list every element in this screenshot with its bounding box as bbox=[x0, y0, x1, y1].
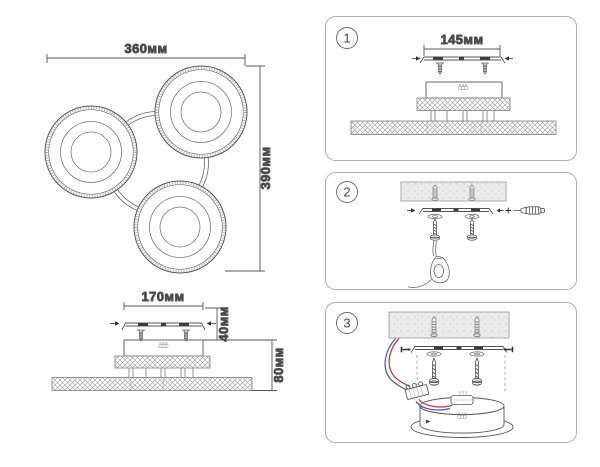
step-2-number: 2 bbox=[343, 184, 351, 200]
side-view-width-label: 170мм bbox=[141, 289, 185, 304]
crystal-band-lower bbox=[52, 378, 252, 391]
step-3-panel bbox=[326, 303, 577, 443]
lamp-ring-left bbox=[45, 106, 137, 198]
terminal-block-icon bbox=[159, 343, 168, 348]
dimension-mount-height-40 bbox=[203, 306, 277, 341]
top-view-height-label: 390мм bbox=[258, 146, 273, 190]
mounting-bracket bbox=[122, 323, 205, 330]
crystal-band-lower bbox=[351, 121, 556, 135]
top-view-diagram bbox=[45, 41, 273, 273]
side-arrow-right-icon bbox=[207, 321, 217, 326]
dimension-body-height-80 bbox=[252, 340, 286, 391]
step-1-panel bbox=[326, 17, 577, 161]
bracket-slots bbox=[138, 323, 189, 326]
lamp-ring-top-right bbox=[155, 66, 247, 158]
screw-icon bbox=[137, 330, 145, 341]
crystal-band-upper bbox=[115, 356, 210, 368]
side-view-diagram bbox=[52, 289, 286, 391]
connecting-rods bbox=[129, 368, 193, 378]
step-1-number: 1 bbox=[343, 30, 351, 46]
step-2-panel bbox=[326, 173, 577, 290]
screw-icon bbox=[182, 330, 190, 341]
ceiling-slab bbox=[401, 182, 506, 201]
step-3-number: 3 bbox=[343, 315, 351, 331]
ceiling-slab bbox=[389, 312, 509, 338]
dimension-width-360 bbox=[47, 41, 245, 66]
dimension-width-170 bbox=[124, 289, 203, 310]
side-view-body-height-label: 80мм bbox=[271, 347, 286, 383]
crystal-band-upper bbox=[417, 98, 510, 111]
step-1-bracket-width-label: 145мм bbox=[440, 32, 484, 47]
side-arrow-left-icon bbox=[110, 321, 120, 326]
lamp-ring-bottom bbox=[134, 181, 226, 273]
top-view-width-label: 360мм bbox=[124, 41, 168, 56]
side-view-mount-height-label: 40мм bbox=[216, 306, 231, 342]
